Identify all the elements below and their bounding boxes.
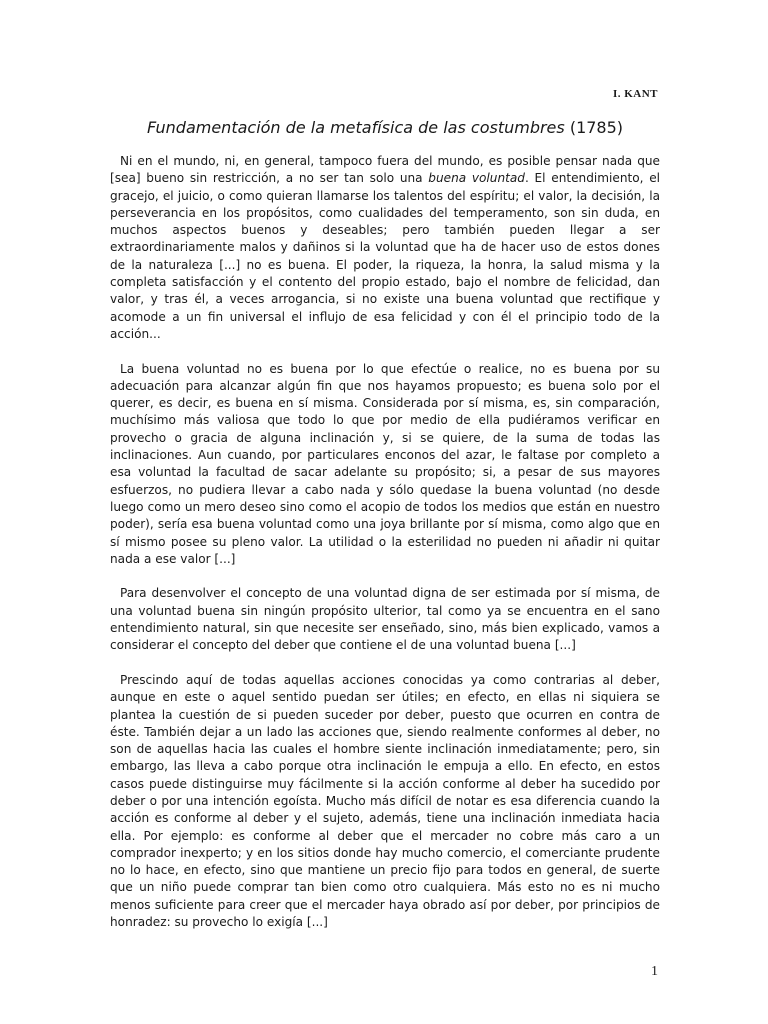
page-number: 1 <box>651 964 658 979</box>
paragraph-1 <box>110 153 660 343</box>
publication-year: (1785) <box>569 118 624 137</box>
document-title <box>110 118 660 137</box>
paragraph-2: La buena voluntad no es buena por lo que efectúe o realice, no es buena por su adecuación para alcanzar algún fin que nos hayamos propuesto; es buena solo por el querer, es decir, es buena en sí misma. Considerada por sí misma, es, sin comparación, muchísimo más valiosa que todo lo que por medio de ella pudiéramos verificar en provecho o gracia de alguna inclinación y, si se quiere, de la suma de todas las inclinaciones. Aun cuando, por particulares enconos del azar, le faltase por completo a esa voluntad la facultad de sacar adelante su propósito; si, a pesar de sus mayores esfuerzos, no pudiera llevar a cabo nada y sólo quedase la buena voluntad (no desde luego como un mero deseo sino como el acopio de todos los medios que están en nuestro poder), sería esa buena voluntad como una joya brillante por sí misma, como algo que en sí mismo posee su pleno valor. La utilidad o la esterilidad no pueden ni añadir ni quitar nada a ese valor [...] <box>110 361 660 566</box>
paragraph-4: Prescindo aquí de todas aquellas acciones conocidas ya como contrarias al deber, aunque en este o aquel sentido puedan ser útiles; en efecto, en ellas ni siquiera se plantea la cuestión de si pueden suceder por deber, puesto que ocurren en contra de éste. También dejar a un lado las acciones que, siendo realmente conformes al deber, no son de aquellas hacia las cuales el hombre siente inclinación inmediatamente; pero, sin embargo, las lleva a cabo porque otra inclinación le empuja a ello. En efecto, en estos casos puede distinguirse muy fácilmente si la acción conforme al deber ha sucedido por deber o por una intención egoísta. Mucho más difícil de notar es esa diferencia cuando la acción es conforme al deber y el sujeto, además, tiene una inclinación inmediata hacia ella. Por ejemplo: es conforme al deber que el mercader no cobre más caro a un comprador inexperto; y en los sitios donde hay mucho comercio, el comerciante prudente no lo hace, en efecto, sino que mantiene un precio fijo para todos en general, de suerte que un niño puede comprar tan bien como otro cualquiera. Más esto no es ni mucho menos suficiente para creer que el mercader haya obrado así por deber, por principios de honradez: su provecho lo exigía [...] <box>110 672 660 930</box>
author-header: I. KANT <box>612 88 658 100</box>
paragraph-3: Para desenvolver el concepto de una voluntad digna de ser estimada por sí misma, de una voluntad buena sin ningún propósito ulterior, tal como ya se encuentra en el sano entendimiento natural, sin que necesite ser enseñado, sino, más bien explicado, vamos a considerar el concepto del deber que contiene el de una voluntad buena [...] <box>110 586 660 653</box>
paragraph-1-emphasis: buena voluntad <box>428 171 525 186</box>
document-body <box>110 153 660 949</box>
work-title: Fundamentación de la metafísica de las costumbres <box>146 118 565 137</box>
paragraph-1-text-start: Ni en el mundo, ni, en general, tampoco fuera del mundo, es posible pensar nada que [sea] bueno sin restricción, a no ser tan solo una <box>110 154 660 186</box>
paragraph-1-text-end: . El entendimiento, el gracejo, el juicio, o como quieran llamarse los talentos del espíritu; el valor, la decisión, la perseverancia en los propósitos, como cualidades del temperamento, son sin duda, en muchos aspectos buenos y deseables; pero también pueden llegar a ser extraordinariamente malos y dañinos si la voluntad que ha de hacer uso de estos dones de la naturaleza [...] no es buena. El poder, la riqueza, la honra, la salud misma y la completa satisfacción y el contento del propio estado, bajo el nombre de felicidad, dan valor, y tras él, a veces arrogancia, si no existe una buena voluntad que rectifique y acomode a un fin universal el influjo de esa felicidad y con él el principio todo de la acción... <box>110 171 661 341</box>
